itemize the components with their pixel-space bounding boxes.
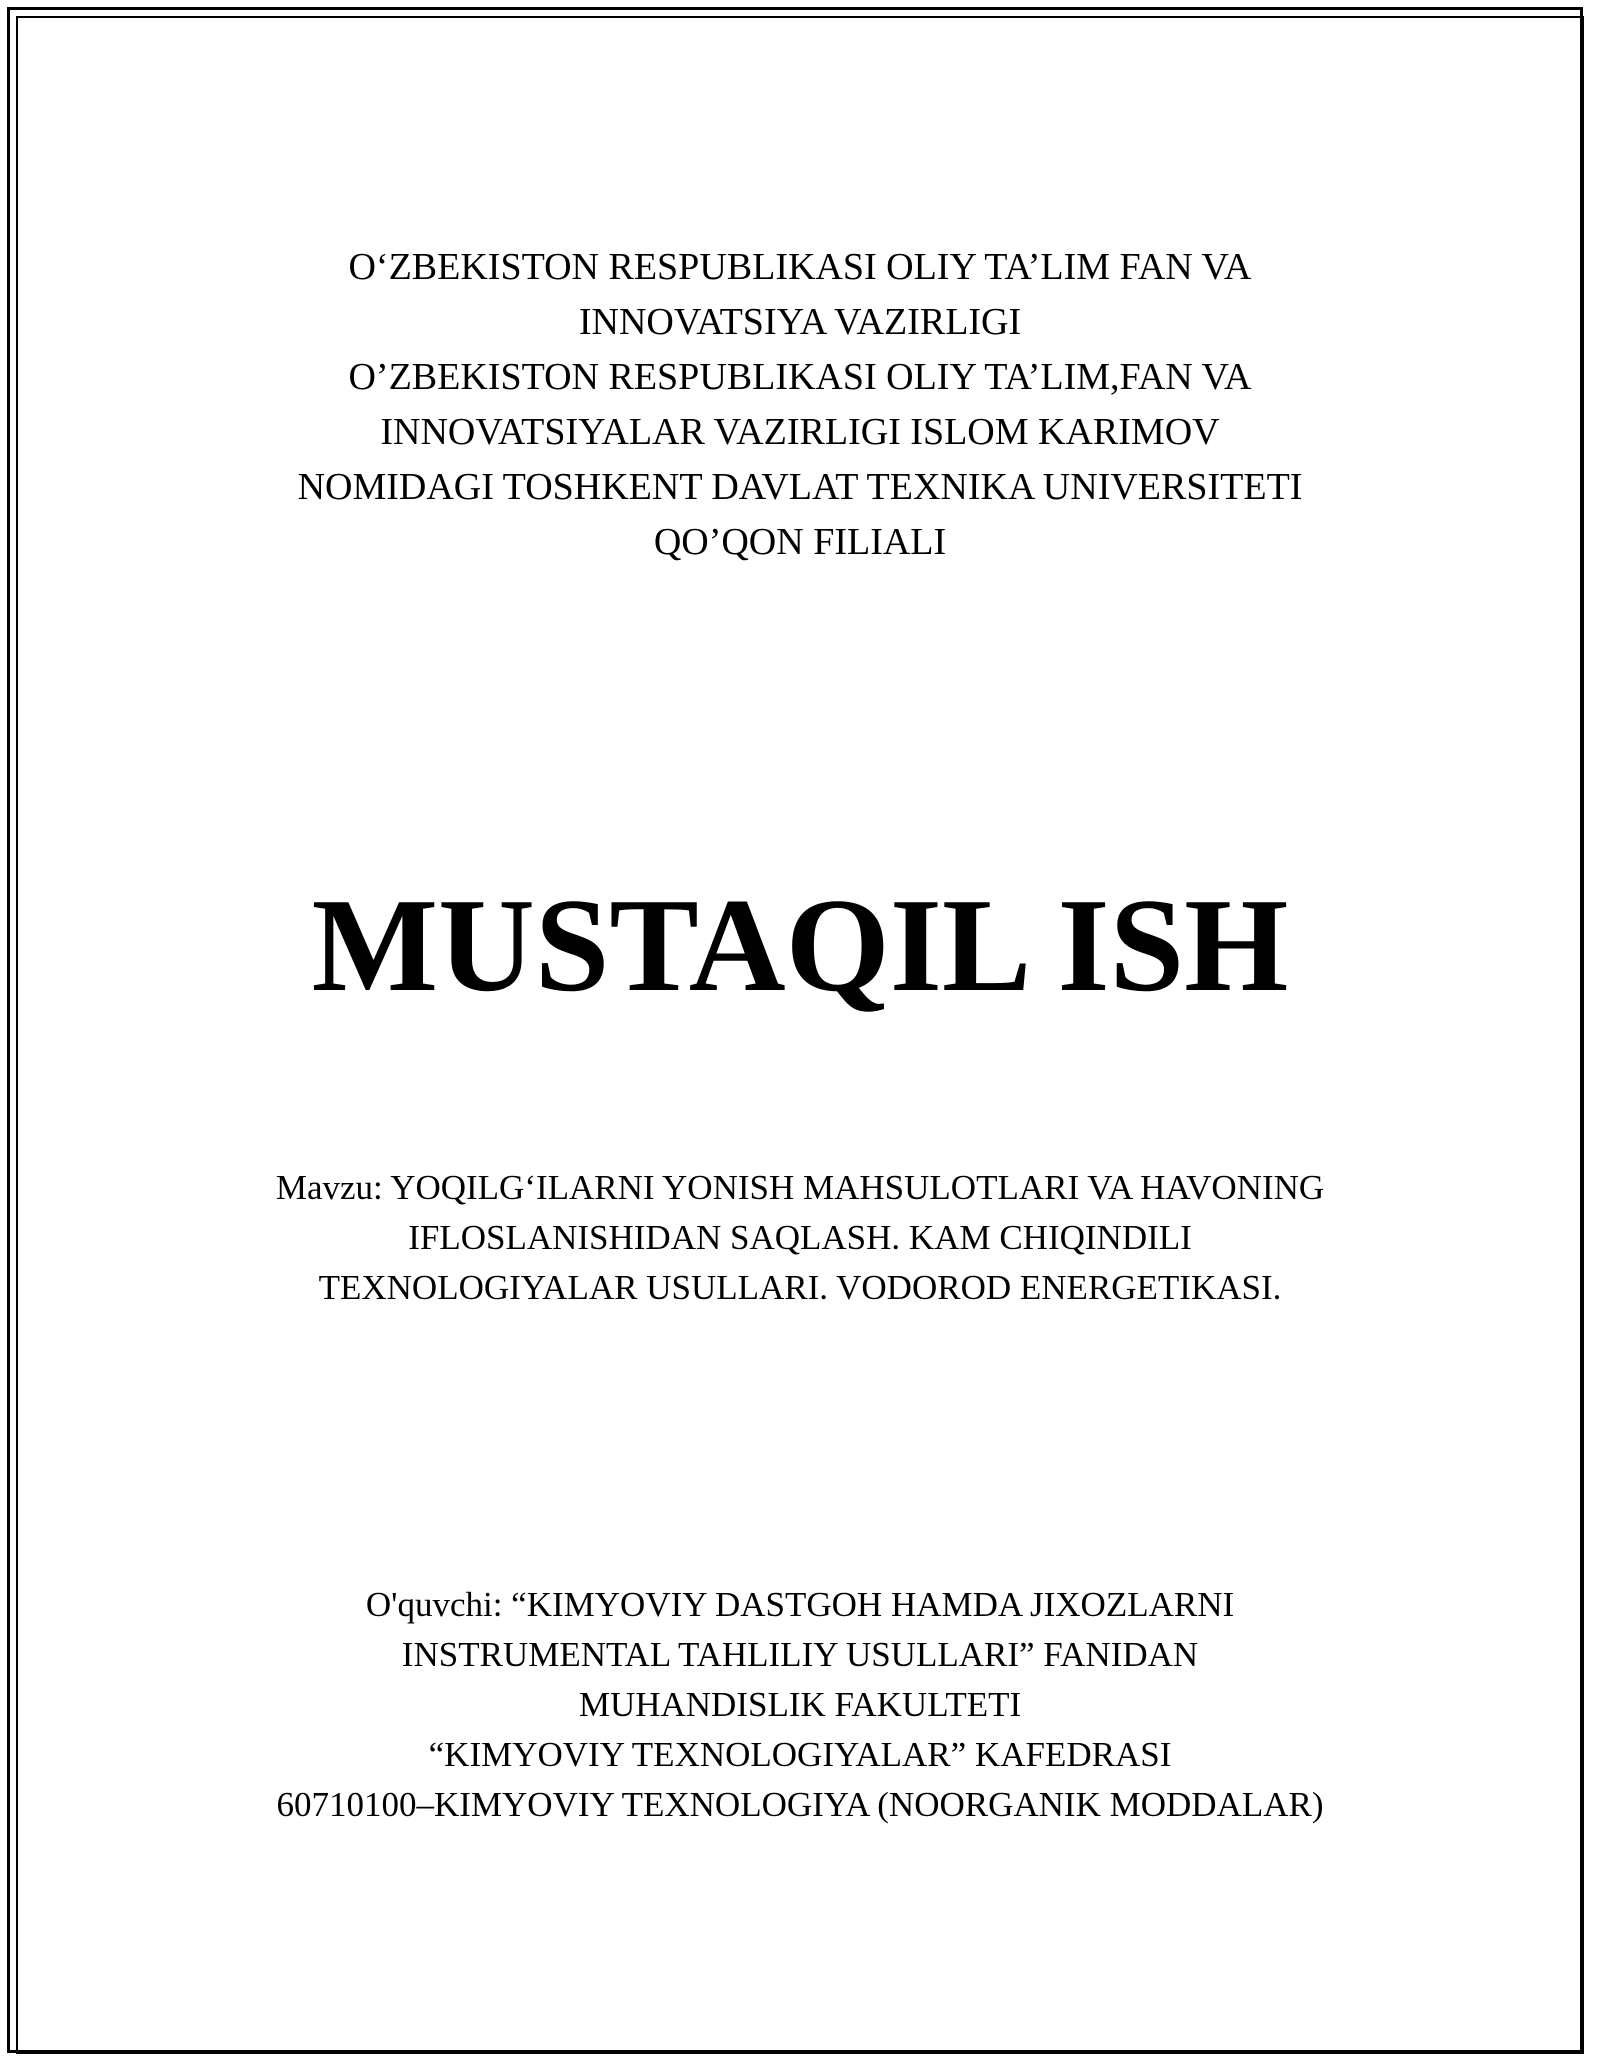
header-line: NOMIDAGI TOSHKENT DAVLAT TEXNIKA UNIVERSITETI: [297, 466, 1303, 508]
topic-block: [0, 1163, 1600, 1313]
header-line: O‘ZBEKISTON RESPUBLIKASI OLIY TA’LIM FAN VA: [348, 246, 1252, 288]
header-line: INNOVATSIYALAR VAZIRLIGI ISLOM KARIMOV: [380, 411, 1220, 453]
ministry-header: [0, 240, 1600, 570]
header-line: O’ZBEKISTON RESPUBLIKASI OLIY TA’LIM,FAN VA: [348, 356, 1252, 398]
footer-line: MUHANDISLIK FAKULTETI: [578, 1685, 1022, 1724]
header-line: INNOVATSIYA VAZIRLIGI: [578, 301, 1022, 343]
topic-line: TEXNOLOGIYALAR USULLARI. VODOROD ENERGETIKASI.: [318, 1268, 1282, 1307]
topic-line: IFLOSLANISHIDAN SAQLASH. KAM CHIQINDILI: [408, 1218, 1192, 1257]
document-title: MUSTAQIL ISH: [311, 871, 1289, 1019]
document-title-block: [0, 871, 1600, 1019]
footer-line: INSTRUMENTAL TAHLILIY USULLARI” FANIDAN: [401, 1635, 1199, 1674]
footer-line: “KIMYOVIY TEXNOLOGIYALAR” KAFEDRASI: [428, 1735, 1172, 1774]
topic-line: Mavzu: YOQILG‘ILARNI YONISH MAHSULOTLARI VA HAVONING: [275, 1168, 1325, 1207]
header-line: QO’QON FILIALI: [653, 521, 947, 563]
footer-line: 60710100–KIMYOVIY TEXNOLOGIYA (NOORGANIK MODDALAR): [276, 1785, 1324, 1824]
footer-line: O'quvchi: “KIMYOVIY DASTGOH HAMDA JIXOZLARNI: [365, 1585, 1235, 1624]
student-info-block: [0, 1580, 1600, 1830]
